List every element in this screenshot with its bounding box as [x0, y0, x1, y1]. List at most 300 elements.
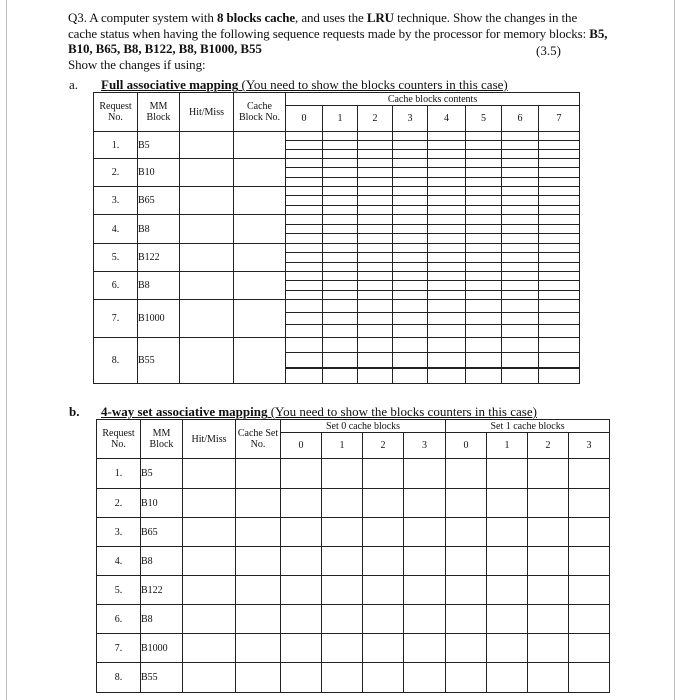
counter-subline	[539, 178, 579, 186]
counter-subline	[539, 291, 579, 299]
counter-subline	[393, 313, 427, 326]
cache-content-cell	[466, 300, 502, 338]
cache-content-cell	[428, 244, 466, 272]
counter-subline	[502, 253, 538, 262]
counter-subline	[466, 141, 501, 150]
header-set1-col-3: 3	[569, 433, 610, 459]
cache-content-cell	[323, 187, 358, 215]
cache-content-cell	[322, 663, 363, 693]
counter-subline	[539, 206, 579, 214]
counter-subline	[358, 263, 392, 271]
counter-subline	[358, 234, 392, 243]
counter-subline	[466, 234, 501, 243]
header-set0-col-1: 1	[322, 433, 363, 459]
fa-row-1	[94, 132, 580, 159]
cache-content-cell	[466, 215, 502, 244]
counter-subline	[393, 196, 427, 205]
cache-content-cell	[363, 576, 404, 605]
counter-subline	[393, 244, 427, 253]
counter-subline	[502, 206, 538, 214]
counter-subline	[539, 132, 579, 141]
hit-miss-cell	[183, 547, 236, 576]
question-marks: (3.5)	[536, 43, 561, 58]
counter-subline	[466, 253, 501, 262]
cache-content-cell	[528, 663, 569, 693]
counter-subline	[539, 168, 579, 177]
counter-subline	[428, 141, 465, 150]
request-number: 5.	[94, 244, 138, 272]
counter-subline	[428, 225, 465, 235]
mm-block: B1000	[138, 300, 180, 338]
header-set1-col-0: 0	[446, 433, 487, 459]
cache-content-cell	[487, 459, 528, 489]
counter-subline	[428, 150, 465, 158]
counter-subline	[466, 187, 501, 196]
hit-miss-cell	[180, 272, 234, 300]
cache-content-cell	[528, 547, 569, 576]
cache-content-cell	[569, 634, 610, 663]
mm-block: B5	[141, 459, 183, 489]
cache-content-cell	[446, 663, 487, 693]
hit-miss-cell	[180, 215, 234, 244]
full-associative-rows	[94, 132, 580, 384]
mm-block: B65	[138, 187, 180, 215]
counter-subline	[358, 132, 392, 141]
cache-content-cell	[322, 605, 363, 634]
sa-row-6	[97, 605, 610, 634]
cache-content-cell	[363, 663, 404, 693]
counter-subline	[539, 272, 579, 281]
cache-content-cell	[404, 576, 446, 605]
mm-block: B55	[138, 338, 180, 384]
counter-subline	[393, 263, 427, 271]
question-id: Q3.	[68, 10, 87, 25]
counter-subline	[466, 369, 501, 383]
counter-subline	[358, 168, 392, 177]
counter-subline	[323, 141, 357, 150]
fa-row-3	[94, 187, 580, 215]
counter-subline	[286, 253, 322, 262]
cache-number-cell	[234, 272, 286, 300]
header-col-4: 4	[428, 106, 466, 132]
counter-subline	[466, 132, 501, 141]
cache-content-cell	[358, 159, 393, 187]
counter-subline	[466, 168, 501, 177]
counter-subline	[323, 369, 357, 383]
cache-content-cell	[428, 300, 466, 338]
counter-subline	[393, 291, 427, 299]
cache-content-cell	[428, 338, 466, 384]
counter-subline	[466, 150, 501, 158]
counter-subline	[428, 187, 465, 196]
counter-subline	[466, 353, 501, 369]
cache-content-cell	[322, 459, 363, 489]
counter-subline	[358, 141, 392, 150]
request-number: 4.	[97, 547, 141, 576]
counter-subline	[393, 225, 427, 235]
counter-subline	[358, 253, 392, 262]
cache-content-cell	[446, 634, 487, 663]
counter-subline	[393, 369, 427, 383]
header-mm-block: MM Block	[138, 93, 180, 132]
counter-subline	[466, 291, 501, 299]
cache-content-cell	[286, 272, 323, 300]
counter-subline	[358, 206, 392, 214]
hit-miss-cell	[180, 187, 234, 215]
counter-subline	[466, 159, 501, 168]
cache-content-cell	[528, 489, 569, 518]
counter-subline	[428, 253, 465, 262]
header-col-2: 2	[358, 106, 393, 132]
counter-subline	[323, 300, 357, 313]
full-associative-table	[93, 92, 580, 384]
cache-content-cell	[363, 489, 404, 518]
cache-content-cell	[539, 132, 580, 159]
cache-number-cell	[236, 489, 281, 518]
counter-subline	[358, 215, 392, 225]
counter-subline	[502, 187, 538, 196]
sa-row-4	[97, 547, 610, 576]
cache-content-cell	[428, 215, 466, 244]
counter-subline	[502, 141, 538, 150]
counter-subline	[428, 325, 465, 337]
counter-subline	[393, 234, 427, 243]
cache-content-cell	[281, 634, 322, 663]
counter-subline	[358, 225, 392, 235]
counter-subline	[428, 132, 465, 141]
counter-subline	[539, 159, 579, 168]
counter-subline	[323, 206, 357, 214]
counter-subline	[358, 272, 392, 281]
cache-content-cell	[281, 576, 322, 605]
header-col-5: 5	[466, 106, 502, 132]
hit-miss-cell	[183, 663, 236, 693]
hit-miss-cell	[183, 459, 236, 489]
cache-content-cell	[286, 132, 323, 159]
counter-subline	[323, 325, 357, 337]
cache-content-cell	[539, 338, 580, 384]
cache-content-cell	[286, 244, 323, 272]
counter-subline	[393, 300, 427, 313]
request-number: 7.	[97, 634, 141, 663]
cache-content-cell	[363, 605, 404, 634]
cache-content-cell	[487, 663, 528, 693]
cache-content-cell	[281, 489, 322, 518]
counter-subline	[428, 272, 465, 281]
set-associative-rows	[97, 459, 610, 693]
request-number: 8.	[94, 338, 138, 384]
mm-block: B5	[138, 132, 180, 159]
cache-content-cell	[502, 300, 539, 338]
header-request-no-b: Request No.	[97, 420, 141, 459]
cache-content-cell	[502, 187, 539, 215]
counter-subline	[393, 141, 427, 150]
part-a-label: a.	[69, 77, 79, 92]
cache-content-cell	[487, 576, 528, 605]
cache-number-cell	[234, 187, 286, 215]
cache-content-cell	[502, 244, 539, 272]
cache-content-cell	[286, 159, 323, 187]
counter-subline	[286, 178, 322, 186]
sa-row-1	[97, 459, 610, 489]
cache-content-cell	[393, 215, 428, 244]
cache-number-cell	[236, 605, 281, 634]
cache-content-cell	[363, 547, 404, 576]
counter-subline	[286, 244, 322, 253]
request-number: 1.	[97, 459, 141, 489]
cache-content-cell	[322, 489, 363, 518]
cache-number-cell	[236, 459, 281, 489]
cache-content-cell	[404, 547, 446, 576]
cache-content-cell	[539, 244, 580, 272]
counter-subline	[393, 253, 427, 262]
cache-content-cell	[466, 132, 502, 159]
cache-content-cell	[281, 547, 322, 576]
counter-subline	[428, 313, 465, 326]
request-number: 4.	[94, 215, 138, 244]
counter-subline	[393, 325, 427, 337]
cache-number-cell	[234, 300, 286, 338]
cache-content-cell	[487, 634, 528, 663]
counter-subline	[539, 325, 579, 337]
counter-subline	[323, 313, 357, 326]
counter-subline	[502, 178, 538, 186]
counter-subline	[358, 313, 392, 326]
cache-content-cell	[446, 459, 487, 489]
counter-subline	[323, 225, 357, 235]
cache-content-cell	[428, 159, 466, 187]
counter-subline	[539, 244, 579, 253]
counter-subline	[428, 338, 465, 353]
counter-subline	[502, 263, 538, 271]
cache-content-cell	[323, 159, 358, 187]
cache-number-cell	[234, 215, 286, 244]
counter-subline	[358, 196, 392, 205]
cache-content-cell	[569, 605, 610, 634]
cache-content-cell	[528, 459, 569, 489]
request-sequence: B5, B10, B65, B8, B122, B8, B1000, B55	[68, 25, 608, 56]
counter-subline	[502, 281, 538, 290]
counter-subline	[502, 225, 538, 235]
counter-subline	[323, 338, 357, 353]
cache-content-cell	[569, 489, 610, 518]
cache-content-cell	[446, 605, 487, 634]
counter-subline	[539, 187, 579, 196]
cache-content-cell	[281, 459, 322, 489]
mm-block: B8	[138, 272, 180, 300]
question-text: Q3. A computer system with 8 blocks cache, and uses the LRU technique. Show the changes in the cache status when having the following sequence requests made by the processor for memory blocks: B5, B10, B65, B8, B122, B8, B1000, B55 Show the changes if using:	[68, 10, 608, 72]
counter-subline	[502, 215, 538, 225]
counter-subline	[358, 150, 392, 158]
counter-subline	[323, 132, 357, 141]
counter-subline	[286, 325, 322, 337]
part-a-note: (You need to show the blocks counters in this case)	[238, 77, 508, 92]
counter-subline	[358, 338, 392, 353]
counter-subline	[539, 150, 579, 158]
counter-subline	[502, 272, 538, 281]
cache-number-cell	[234, 244, 286, 272]
cache-content-cell	[428, 187, 466, 215]
cache-content-cell	[323, 300, 358, 338]
counter-subline	[358, 369, 392, 383]
counter-subline	[502, 369, 538, 383]
counter-subline	[358, 187, 392, 196]
counter-subline	[286, 272, 322, 281]
counter-subline	[466, 225, 501, 235]
counter-subline	[358, 325, 392, 337]
counter-subline	[393, 281, 427, 290]
hit-miss-cell	[180, 159, 234, 187]
mm-block: B65	[141, 518, 183, 547]
counter-subline	[428, 178, 465, 186]
counter-subline	[286, 369, 322, 383]
counter-subline	[428, 291, 465, 299]
cache-content-cell	[358, 187, 393, 215]
cache-content-cell	[466, 244, 502, 272]
cache-content-cell	[487, 547, 528, 576]
header-col-1: 1	[323, 106, 358, 132]
cache-content-cell	[393, 132, 428, 159]
cache-content-cell	[569, 459, 610, 489]
counter-subline	[323, 234, 357, 243]
counter-subline	[428, 206, 465, 214]
sa-row-7	[97, 634, 610, 663]
cache-content-cell	[569, 663, 610, 693]
hit-miss-cell	[180, 300, 234, 338]
mm-block: B10	[141, 489, 183, 518]
counter-subline	[286, 291, 322, 299]
part-a-heading	[69, 77, 508, 93]
counter-subline	[502, 325, 538, 337]
question-instruction: Show the changes if using:	[68, 56, 206, 72]
counter-subline	[502, 313, 538, 326]
counter-subline	[502, 159, 538, 168]
counter-subline	[428, 369, 465, 383]
header-set1-col-1: 1	[487, 433, 528, 459]
counter-subline	[393, 168, 427, 177]
cache-content-cell	[322, 634, 363, 663]
cache-content-cell	[323, 132, 358, 159]
counter-subline	[466, 178, 501, 186]
counter-subline	[323, 196, 357, 205]
mm-block: B10	[138, 159, 180, 187]
cache-content-cell	[363, 459, 404, 489]
header-col-7: 7	[539, 106, 580, 132]
sa-row-3	[97, 518, 610, 547]
fa-row-7	[94, 300, 580, 338]
cache-content-cell	[528, 605, 569, 634]
cache-number-cell	[236, 547, 281, 576]
hit-miss-cell	[180, 132, 234, 159]
cache-content-cell	[539, 272, 580, 300]
part-a-title: Full associative mapping	[101, 77, 239, 92]
hit-miss-cell	[183, 576, 236, 605]
counter-subline	[466, 272, 501, 281]
counter-subline	[428, 281, 465, 290]
header-set1-col-2: 2	[528, 433, 569, 459]
counter-subline	[428, 168, 465, 177]
cache-content-cell	[393, 244, 428, 272]
cache-content-cell	[569, 547, 610, 576]
header-hit-miss: Hit/Miss	[180, 93, 234, 132]
counter-subline	[428, 159, 465, 168]
counter-subline	[323, 291, 357, 299]
counter-subline	[286, 141, 322, 150]
cache-content-cell	[466, 187, 502, 215]
sa-row-8	[97, 663, 610, 693]
header-cache-contents: Cache blocks contents	[286, 93, 580, 106]
counter-subline	[502, 300, 538, 313]
cache-content-cell	[286, 187, 323, 215]
counter-subline	[393, 178, 427, 186]
header-set0-col-0: 0	[281, 433, 322, 459]
cache-content-cell	[446, 489, 487, 518]
cache-content-cell	[281, 518, 322, 547]
cache-content-cell	[404, 634, 446, 663]
counter-subline	[393, 159, 427, 168]
counter-subline	[286, 263, 322, 271]
request-number: 8.	[97, 663, 141, 693]
counter-subline	[502, 150, 538, 158]
fa-row-6	[94, 272, 580, 300]
part-b-note: (You need to show the blocks counters in this case)	[267, 404, 537, 419]
fa-row-4	[94, 215, 580, 244]
counter-subline	[323, 178, 357, 186]
header-col-0: 0	[286, 106, 323, 132]
header-mm-block-b: MM Block	[141, 420, 183, 459]
hit-miss-cell	[183, 634, 236, 663]
counter-subline	[466, 300, 501, 313]
header-set0: Set 0 cache blocks	[281, 420, 446, 433]
counter-subline	[323, 281, 357, 290]
cache-content-cell	[528, 518, 569, 547]
hit-miss-cell	[183, 489, 236, 518]
counter-subline	[393, 132, 427, 141]
cache-content-cell	[358, 300, 393, 338]
counter-subline	[393, 150, 427, 158]
counter-subline	[466, 313, 501, 326]
counter-subline	[286, 187, 322, 196]
counter-subline	[286, 225, 322, 235]
mm-block: B122	[138, 244, 180, 272]
counter-subline	[286, 215, 322, 225]
header-col-6: 6	[502, 106, 539, 132]
cache-content-cell	[539, 300, 580, 338]
cache-content-cell	[404, 605, 446, 634]
cache-content-cell	[358, 215, 393, 244]
header-col-3: 3	[393, 106, 428, 132]
mm-block: B1000	[141, 634, 183, 663]
cache-content-cell	[363, 518, 404, 547]
cache-content-cell	[569, 518, 610, 547]
counter-subline	[286, 132, 322, 141]
cache-content-cell	[466, 338, 502, 384]
hit-miss-cell	[180, 338, 234, 384]
page-border-right	[674, 0, 675, 700]
request-number: 2.	[94, 159, 138, 187]
mm-block: B8	[141, 605, 183, 634]
counter-subline	[286, 159, 322, 168]
cache-number-cell	[236, 663, 281, 693]
cache-content-cell	[487, 489, 528, 518]
cache-content-cell	[446, 547, 487, 576]
counter-subline	[502, 234, 538, 243]
mm-block: B122	[141, 576, 183, 605]
counter-subline	[358, 281, 392, 290]
cache-content-cell	[358, 338, 393, 384]
counter-subline	[323, 187, 357, 196]
counter-subline	[358, 353, 392, 369]
